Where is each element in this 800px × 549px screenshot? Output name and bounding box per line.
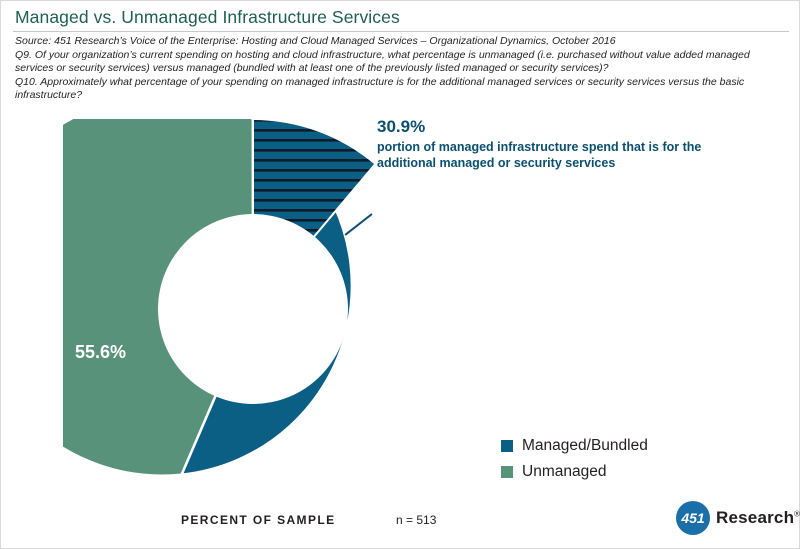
source-and-questions: [15, 35, 785, 103]
legend-swatch-unmanaged: [501, 466, 513, 478]
donut-chart: [63, 119, 443, 499]
brand-logo: [676, 501, 800, 535]
title-divider: [13, 31, 789, 32]
legend-item-managed-bundled[interactable]: [501, 433, 648, 459]
legend-item-unmanaged[interactable]: [501, 459, 648, 485]
question-10: Q10. Approximately what percentage of your spending on managed infrastructure is for the additional managed services or security services versus the basic infrastructure?: [15, 75, 745, 102]
legend-label-unmanaged: Unmanaged: [522, 463, 607, 480]
question-9: Q9. Of your organization’s current spending on hosting and cloud infrastructure, what percentage is unmanaged (i.e. purchased without value added managed services or security services) versus managed (bundled with at least one of the previously listed managed or security services)?: [15, 48, 750, 75]
donut-hole: [158, 214, 348, 404]
brand-mark-451: 451: [676, 501, 710, 535]
source-line: Source: 451 Research’s Voice of the Enterprise: Hosting and Cloud Managed Services – Organizational Dynamics, October 2016: [15, 35, 616, 47]
slice-label-unmanaged: 55.6%: [75, 342, 127, 362]
brand-name-text: Research: [716, 508, 795, 527]
legend: [501, 433, 648, 485]
donut-svg: [63, 119, 443, 499]
sample-size-label: n = 513: [396, 513, 437, 527]
brand-name: [716, 508, 800, 528]
brand-trademark: ®: [794, 509, 800, 519]
page-title: Managed vs. Unmanaged Infrastructure Services: [15, 7, 400, 27]
slice-label-managed: 44.4%: [301, 317, 353, 337]
callout-description: portion of managed infrastructure spend that is for the additional managed or security services: [377, 140, 702, 170]
callout-percent: 30.9%: [377, 117, 426, 136]
legend-swatch-managed-bundled: [501, 440, 513, 452]
legend-label-managed-bundled: Managed/Bundled: [522, 437, 648, 454]
axis-label-percent-of-sample: PERCENT OF SAMPLE: [181, 513, 336, 527]
